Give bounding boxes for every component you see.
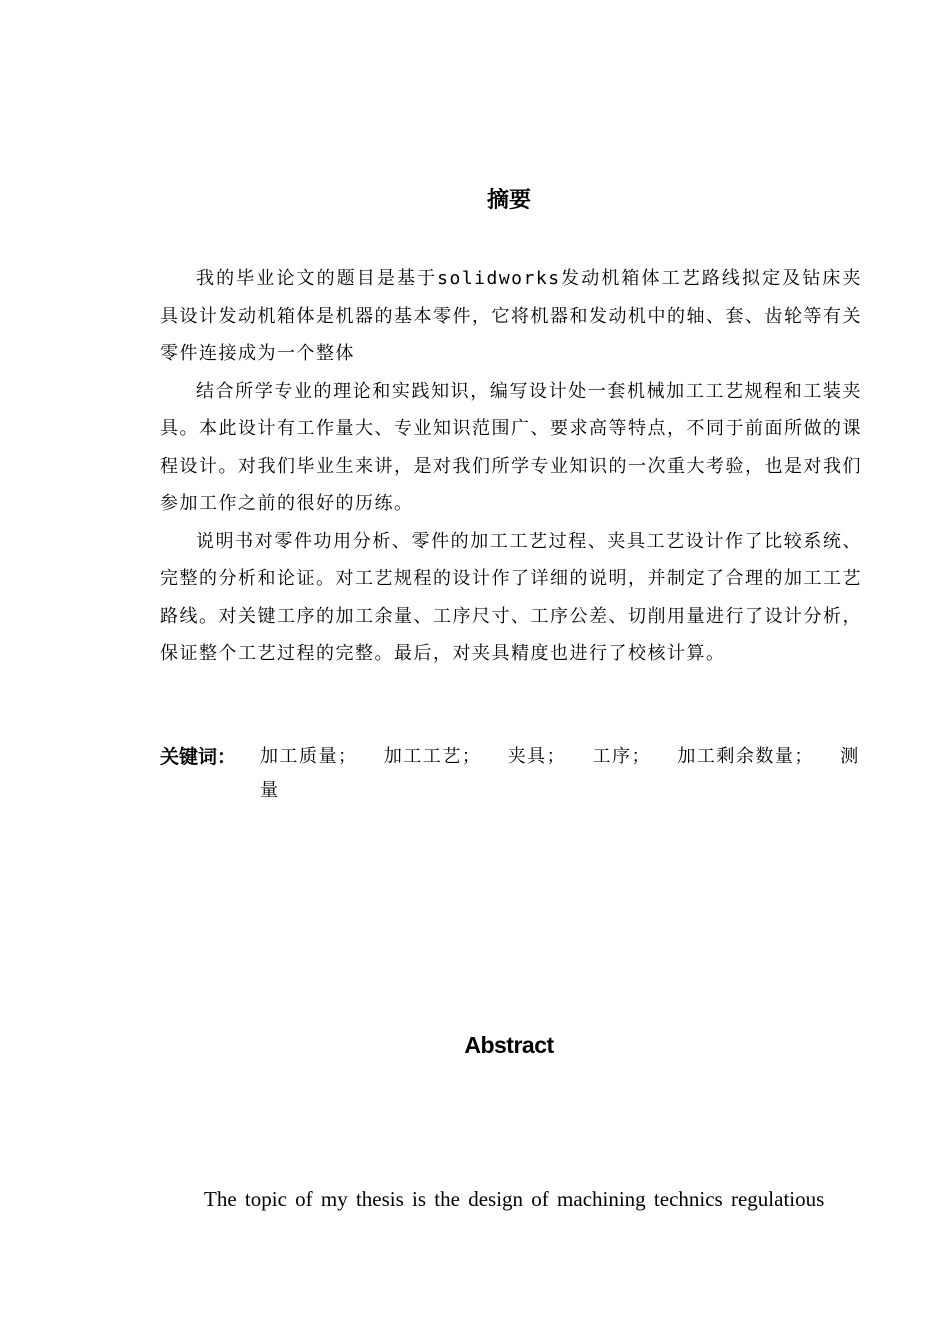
keyword-item: 夹具； [507,746,567,767]
english-abstract-paragraph-1: The topic of my thesis is the design of machining technics regulatious [204,1187,825,1211]
keywords-section [160,740,862,808]
chinese-abstract-paragraph-3: 说明书对零件功用分析、零件的加工工艺过程、夹具工艺设计作了比较系统、完整的分析和论证。对工艺规程的设计作了详细的说明，并制定了合理的加工工艺路线。对关键工序的加工余量、工序尺寸、工序公差、切削用量进行了设计分析，保证整个工艺过程的完整。最后，对夹具精度也进行了校核计算。 [160,530,862,664]
english-abstract-title: Abstract [464,1032,554,1058]
keyword-item: 加工剩余数量； [677,746,814,767]
keyword-item: 加工质量； [260,746,358,767]
chinese-abstract-paragraph-1: 我的毕业论文的题目是基于solidworks发动机箱体工艺路线拟定及钻床夹具设计发动机箱体是机器的基本零件，它将机器和发动机中的轴、套、齿轮等有关零件连接成为一个整体 [160,268,862,364]
chinese-abstract-body [160,260,862,673]
keywords-label: 关键词： [160,746,237,768]
keyword-item: 加工工艺； [383,746,482,767]
keyword-item: 工序； [592,746,652,767]
english-abstract-body [160,1182,860,1216]
keywords-list [260,740,862,808]
chinese-abstract-paragraph-2: 结合所学专业的理论和实践知识，编写设计处一套机械加工工艺规程和工装夹具。本此设计有工作量大、专业知识范围广、要求高等特点，不同于前面所做的课程设计。对我们毕业生来讲，是对我们所学专业知识的一次重大考验，也是对我们参加工作之前的很好的历练。 [160,380,862,514]
chinese-abstract-title: 摘要 [486,188,531,213]
keyword-item: 测量 [260,746,860,801]
